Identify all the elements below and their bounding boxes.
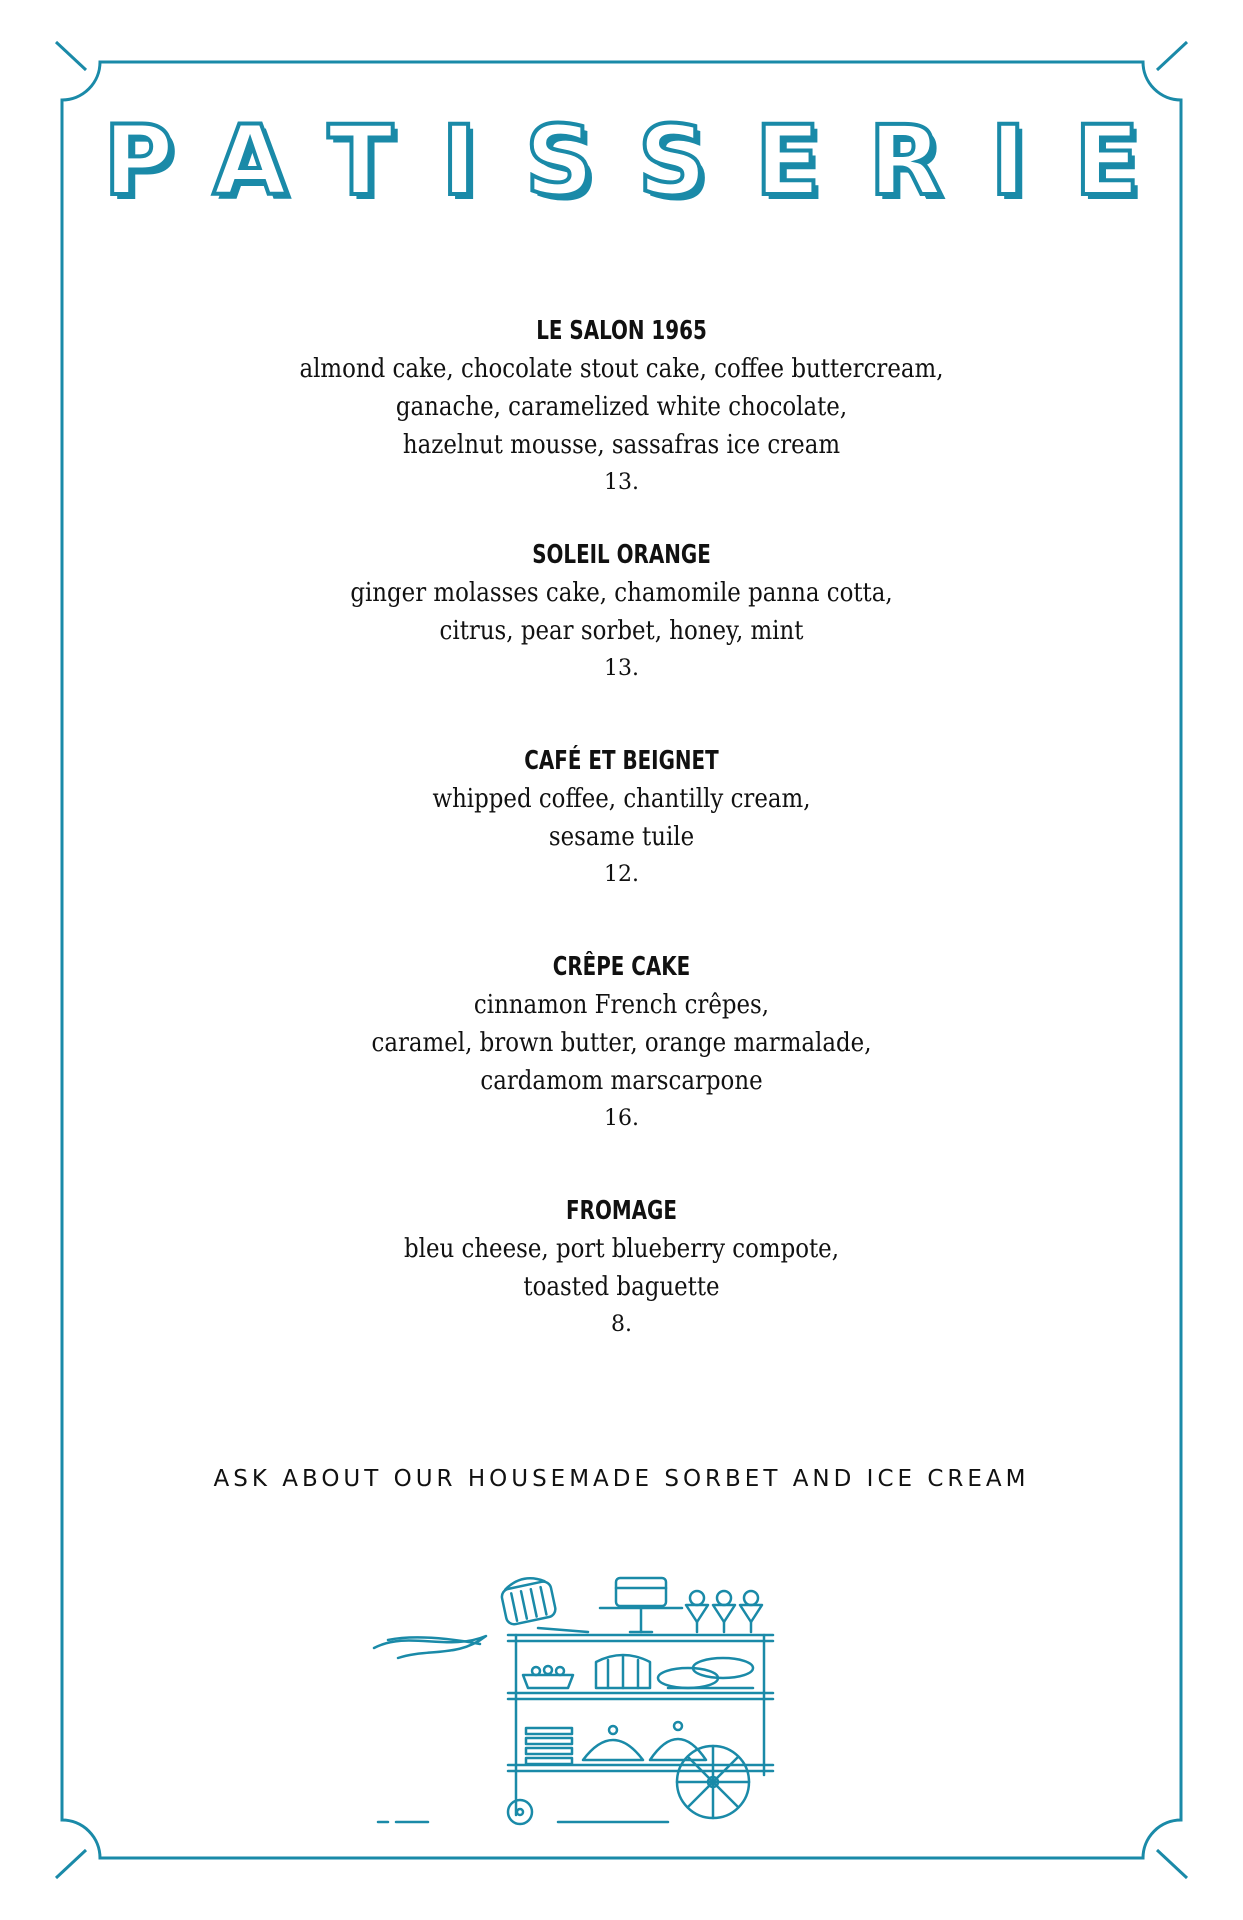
menu-item-description-line: caramel, brown butter, orange marmalade, — [371, 1028, 872, 1058]
menu-item-price: 13. — [604, 470, 639, 495]
menu-title: PATISSERIE — [103, 105, 1188, 217]
footer-note: ASK ABOUT OUR HOUSEMADE SORBET AND ICE CREAM — [213, 1466, 1030, 1492]
menu-item-description-line: whipped coffee, chantilly cream, — [432, 784, 811, 814]
menu-item — [0, 312, 1243, 502]
menu-item — [0, 1192, 1243, 1344]
menu-item-description-line: almond cake, chocolate stout cake, coffee buttercream, — [299, 354, 944, 384]
menu-item-name: FROMAGE — [566, 1196, 677, 1226]
menu-item-description-line: bleu cheese, port blueberry compote, — [403, 1234, 840, 1264]
menu-item — [0, 742, 1243, 894]
menu-item-name: CAFÉ ET BEIGNET — [524, 746, 719, 776]
menu-item-price: 13. — [604, 656, 639, 681]
menu-item-price: 12. — [604, 862, 639, 887]
menu-item-price: 16. — [604, 1106, 639, 1131]
menu-item-description-line: cinnamon French crêpes, — [473, 990, 770, 1020]
menu-item-description-line: toasted baguette — [523, 1272, 720, 1302]
menu-item-description-line: citrus, pear sorbet, honey, mint — [439, 616, 804, 646]
menu-item-description-line: hazelnut mousse, sassafras ice cream — [402, 430, 841, 460]
menu-item-price: 8. — [611, 1312, 632, 1337]
dessert-cart-icon — [368, 1560, 788, 1850]
menu-item — [0, 948, 1243, 1138]
menu-item-name: LE SALON 1965 — [536, 316, 707, 346]
menu-item-description-line: ganache, caramelized white chocolate, — [395, 392, 848, 422]
menu-item-description-line: ginger molasses cake, chamomile panna cotta, — [350, 578, 893, 608]
menu-item-name: SOLEIL ORANGE — [532, 540, 711, 570]
menu-item-name: CRÊPE CAKE — [552, 952, 691, 982]
menu-item-description-line: cardamom marscarpone — [480, 1066, 763, 1096]
menu-item-description-line: sesame tuile — [548, 822, 695, 852]
menu-item — [0, 536, 1243, 688]
